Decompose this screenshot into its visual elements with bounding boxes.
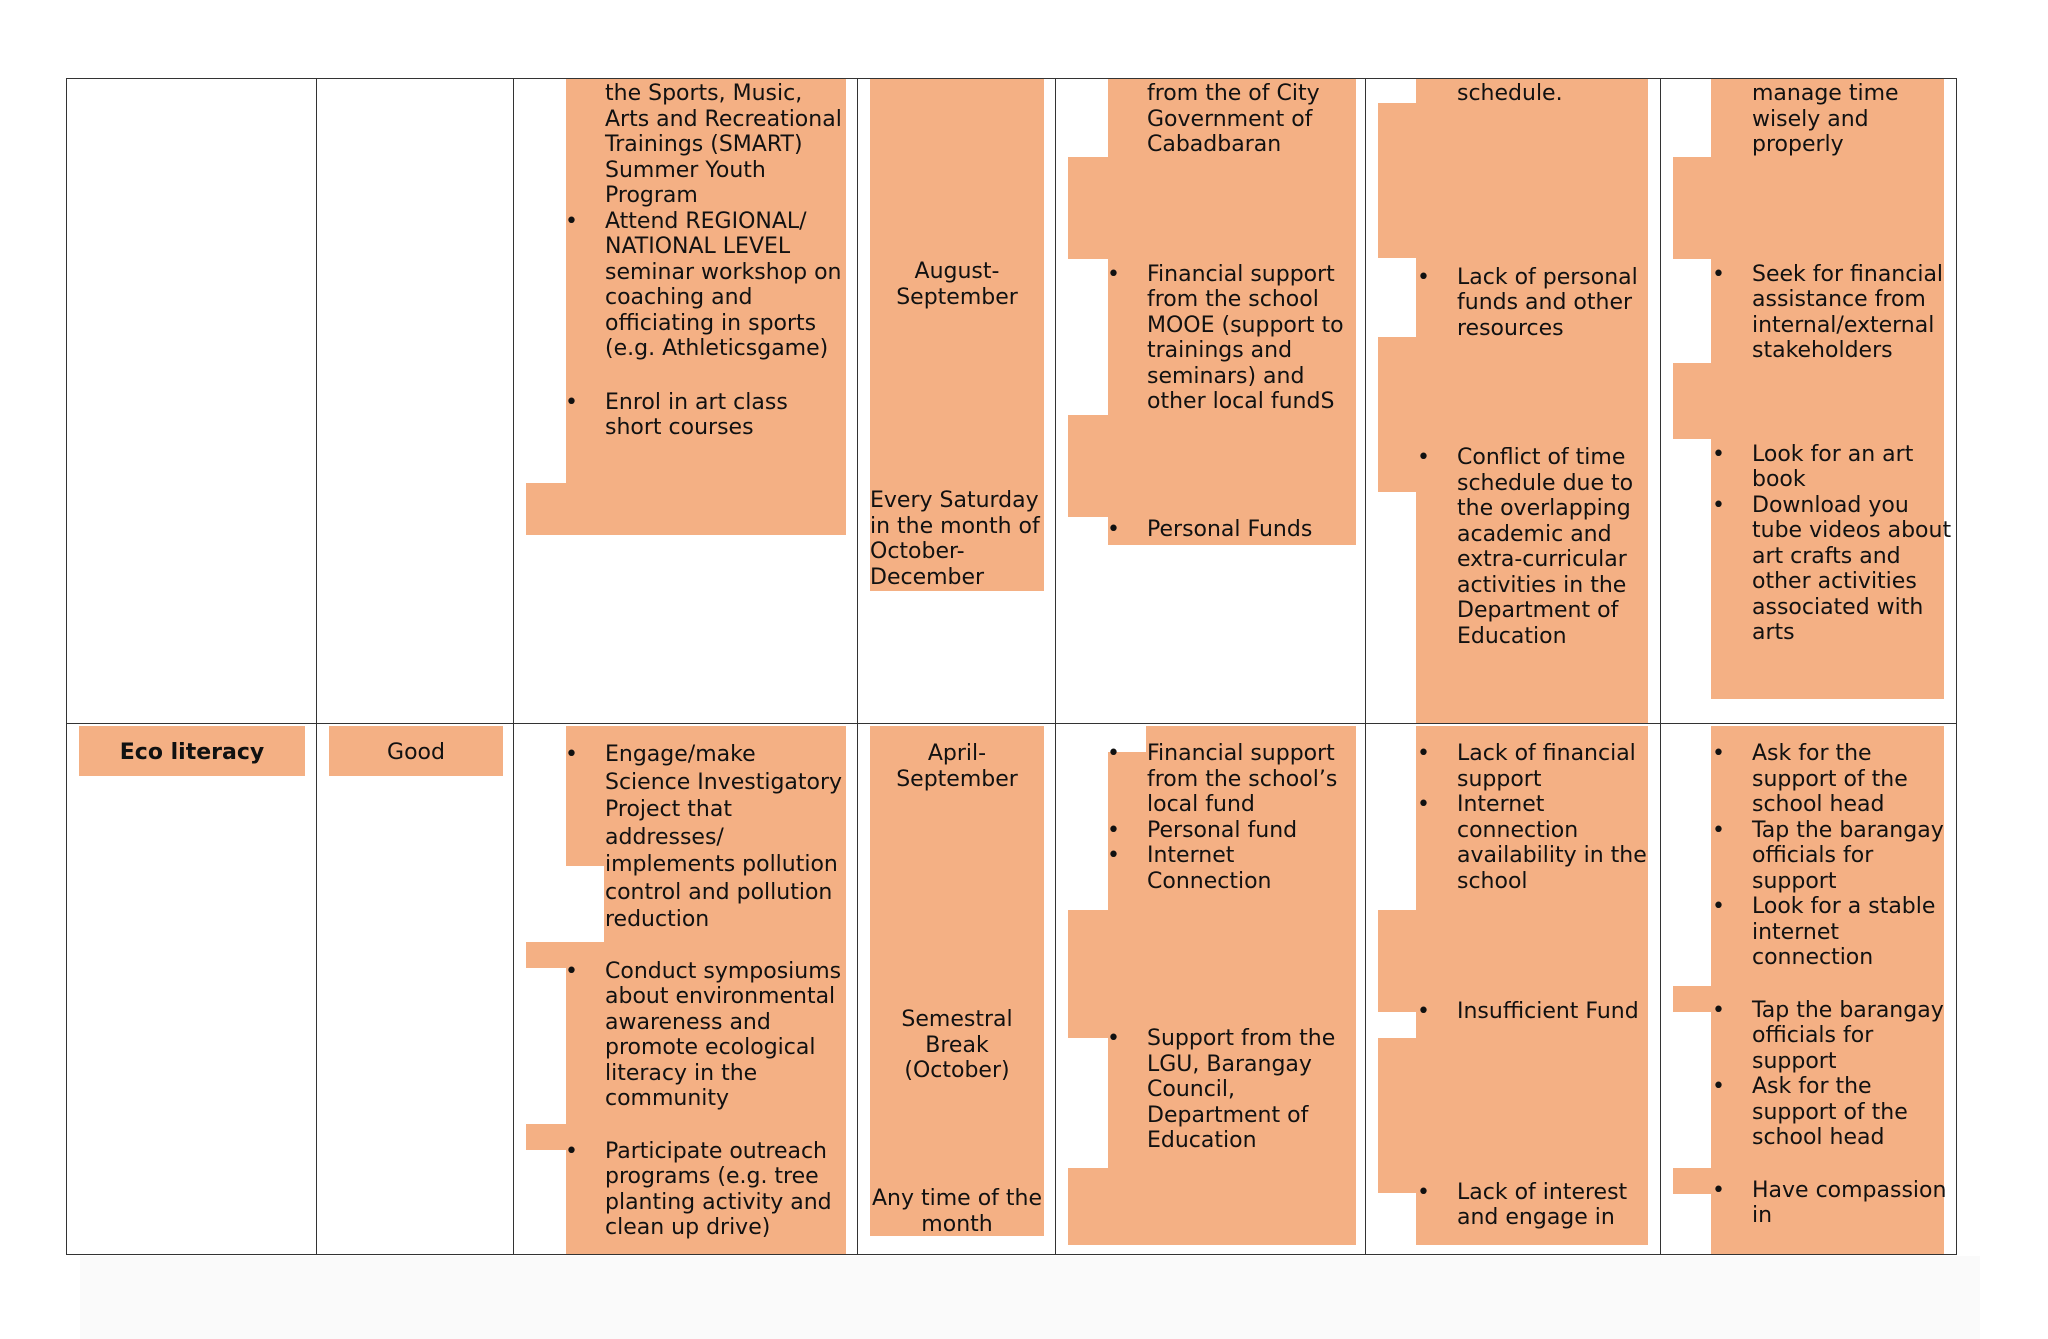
list-item: • Engage/make Science Investigatory Project that addresses/ implements pollution control and pollution reduction: [605, 741, 845, 934]
challenges-list: [1457, 741, 1647, 1231]
list-item: • Insufficient Fund: [1457, 999, 1647, 1025]
list-item: • Have compassion in: [1752, 1178, 1952, 1229]
timeframe-text: Semestral Break (October): [901, 1007, 1013, 1083]
highlight: [526, 483, 846, 535]
list-item: • Tap the barangay officials for support: [1752, 998, 1952, 1075]
cell-activities: [514, 79, 858, 724]
cell-challenges: [1366, 724, 1661, 1255]
activities-list: [605, 741, 845, 1241]
list-item: manage time wisely and properly: [1752, 81, 1899, 157]
highlight: [1068, 1168, 1356, 1245]
timeframe-text: August-September: [896, 259, 1018, 310]
list-item: • Internet Connection: [1147, 843, 1357, 894]
list-item: • Support from the LGU, Barangay Council, Department of Education: [1147, 1026, 1357, 1154]
highlight: [870, 726, 1044, 1236]
cell-challenges: [1366, 79, 1661, 724]
list-item: • Personal fund: [1147, 818, 1357, 844]
list-item: • Enrol in art class short courses: [605, 390, 845, 441]
list-item: • Seek for financial assistance from internal/external stakeholders: [1752, 262, 1952, 364]
list-item: • Financial support from the school’s local fund: [1147, 741, 1357, 818]
cell-solutions: [1661, 724, 1957, 1255]
cell-activities: [514, 724, 858, 1255]
list-item: • Ask for the support of the school head: [1752, 1074, 1952, 1151]
list-item: • Download you tube videos about art crafts and other activities associated with arts: [1752, 493, 1952, 646]
list-item: • Personal Funds: [1147, 517, 1357, 543]
list-item: • Look for an art book: [1752, 442, 1952, 493]
timeframe-text: Every Saturday in the month of October-December: [870, 488, 1040, 590]
activities-list: [605, 81, 845, 441]
list-item: from the of City Government of Cabadbaran: [1147, 81, 1320, 157]
cell-resources: [1056, 724, 1366, 1255]
table-row: [67, 724, 1957, 1255]
development-plan-table: [66, 78, 1957, 1255]
area-label: Eco literacy: [119, 740, 265, 765]
cell-area: [67, 79, 317, 724]
list-item: schedule.: [1457, 81, 1563, 106]
solutions-list: [1752, 81, 1952, 646]
solutions-list: [1752, 741, 1952, 1229]
list-item: • Lack of personal funds and other resources: [1457, 265, 1647, 342]
list-item: • Conflict of time schedule due to the overlapping academic and extra-curricular activities in the Department of Education: [1457, 445, 1647, 649]
list-item: • Tap the barangay officials for support: [1752, 818, 1952, 895]
list-item: • Financial support from the school MOOE (support to trainings and seminars) and other local fundS: [1147, 262, 1357, 415]
rating-label: Good: [387, 740, 445, 765]
list-item: • Attend REGIONAL/ NATIONAL LEVEL seminar workshop on coaching and officiating in sports (e.g. Athleticsgame): [605, 209, 845, 362]
cell-timeframe: [858, 724, 1056, 1255]
cell-area: [67, 724, 317, 1255]
list-item: • Internet connection availability in the school: [1457, 792, 1647, 894]
timeframe-text: April-September: [896, 741, 1018, 792]
challenges-list: [1457, 81, 1647, 649]
list-item: the Sports, Music, Arts and Recreational Trainings (SMART) Summer Youth Program: [605, 81, 842, 208]
resources-list: [1147, 741, 1357, 1154]
list-item: • Lack of interest and engage in: [1457, 1180, 1647, 1231]
list-item: • Look for a stable internet connection: [1752, 894, 1952, 971]
list-item: • Lack of financial support: [1457, 741, 1647, 792]
page-bottom-margin: [80, 1256, 1980, 1339]
list-item: • Ask for the support of the school head: [1752, 741, 1952, 818]
timeframe-text: Any time of the month: [871, 1186, 1042, 1237]
cell-resources: [1056, 79, 1366, 724]
table-row: [67, 79, 1957, 724]
cell-solutions: [1661, 79, 1957, 724]
list-item: • Participate outreach programs (e.g. tree planting activity and clean up drive): [605, 1139, 845, 1241]
cell-rating: [317, 724, 514, 1255]
cell-rating: [317, 79, 514, 724]
resources-list: [1147, 81, 1357, 542]
cell-timeframe: [858, 79, 1056, 724]
list-item: • Conduct symposiums about environmental awareness and promote ecological literacy in the community: [605, 959, 845, 1112]
